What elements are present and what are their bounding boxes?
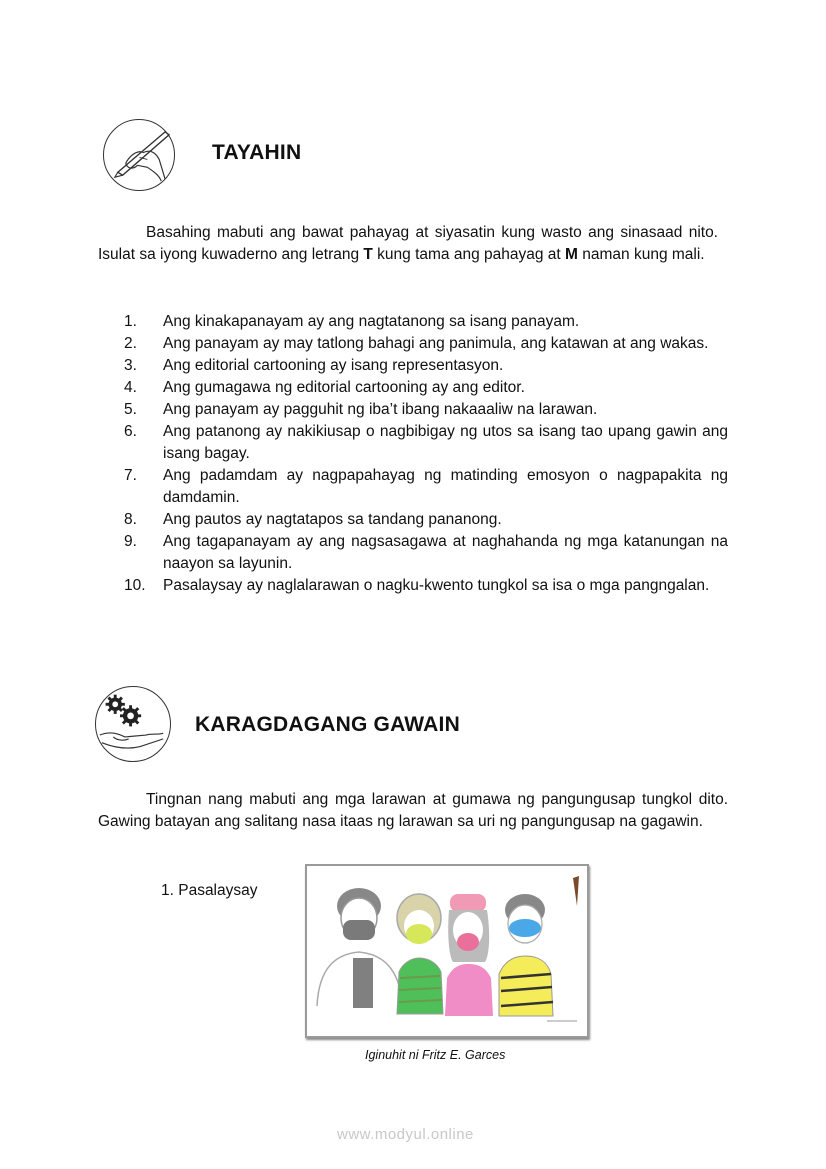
list-item xyxy=(124,531,728,575)
item-text: Ang kinakapanayam ay ang nagtatanong sa isang panayam. xyxy=(163,313,580,330)
instruction-letter-t: T xyxy=(363,246,373,263)
hand-gears-icon xyxy=(95,686,171,762)
person-yellow-shirt xyxy=(499,894,553,1016)
list-item xyxy=(124,377,728,399)
list-item xyxy=(124,311,728,333)
person-pink-top xyxy=(445,894,493,1016)
section-title-karagdagang-gawain: KARAGDAGANG GAWAIN xyxy=(195,713,460,736)
illustration-caption: Iginuhit ni Fritz E. Garces xyxy=(365,1048,506,1062)
item-number: 7. xyxy=(124,467,137,484)
instruction-letter-m: M xyxy=(565,246,578,263)
item-number: 1. xyxy=(124,313,137,330)
instruction-text: Tingnan nang mabuti ang mga larawan at gumawa ng pangungusap tungkol dito. Gawing batayan ang salitang nasa itaas ng larawan sa uri ng pangungusap na gagawin. xyxy=(98,791,728,830)
item-text: Pasalaysay ay naglalarawan o nagku-kwento tungkol sa isa o mga pangngalan. xyxy=(163,577,710,594)
item-text: Ang panayam ay may tatlong bahagi ang panimula, ang katawan at ang wakas. xyxy=(163,335,709,352)
item-number: 6. xyxy=(124,423,137,440)
instruction-text: naman kung mali. xyxy=(577,246,705,263)
item-text: Ang tagapanayam ay ang nagsasagawa at naghahanda ng mga katanungan na naayon sa layunin. xyxy=(163,533,728,572)
list-item xyxy=(124,333,728,355)
hand-writing-pencil-icon xyxy=(103,119,175,191)
person-man-vest xyxy=(317,888,403,1008)
item-text: Ang panayam ay pagguhit ng iba’t ibang nakaaaliw na larawan. xyxy=(163,401,598,418)
item-number: 9. xyxy=(124,533,137,550)
item-number: 4. xyxy=(124,379,137,396)
exercise-label: 1. Pasalaysay xyxy=(161,882,258,899)
list-item xyxy=(124,465,728,509)
person-green-shirt xyxy=(397,894,443,1014)
list-item xyxy=(124,421,728,465)
item-number: 8. xyxy=(124,511,137,528)
instruction-text: kung tama ang pahayag at xyxy=(372,246,566,263)
gear-icon xyxy=(120,705,141,726)
karagdagan-instructions xyxy=(98,789,728,833)
corner-mark xyxy=(573,876,579,906)
item-text: Ang gumagawa ng editorial cartooning ay ang editor. xyxy=(163,379,525,396)
instruction-text: Basahing mabuti ang bawat pahayag at siyasatin kung wasto ang sinasaad nito. Isulat sa iyong kuwaderno ang letrang xyxy=(98,224,718,263)
section-title-tayahin: TAYAHIN xyxy=(212,141,302,164)
item-text: Ang editorial cartooning ay isang representasyon. xyxy=(163,357,504,374)
tayahin-instructions xyxy=(98,222,718,266)
list-item xyxy=(124,509,728,531)
illustration-four-people-with-masks xyxy=(307,866,587,1036)
list-item xyxy=(124,355,728,377)
gear-icon xyxy=(106,695,125,714)
tayahin-items-list xyxy=(124,311,728,597)
list-item xyxy=(124,575,728,597)
watermark: www.modyul.online xyxy=(337,1126,474,1143)
item-number: 5. xyxy=(124,401,137,418)
item-text: Ang patanong ay nakikiusap o nagbibigay ng utos sa isang tao upang gawin ang isang bagay. xyxy=(163,423,728,462)
illustration-frame xyxy=(305,864,589,1038)
item-text: Ang pautos ay nagtatapos sa tandang pananong. xyxy=(163,511,502,528)
list-item xyxy=(124,399,728,421)
item-text: Ang padamdam ay nagpapahayag ng matinding emosyon o nagpapakita ng damdamin. xyxy=(163,467,728,506)
item-number: 10. xyxy=(124,577,146,594)
item-number: 3. xyxy=(124,357,137,374)
item-number: 2. xyxy=(124,335,137,352)
